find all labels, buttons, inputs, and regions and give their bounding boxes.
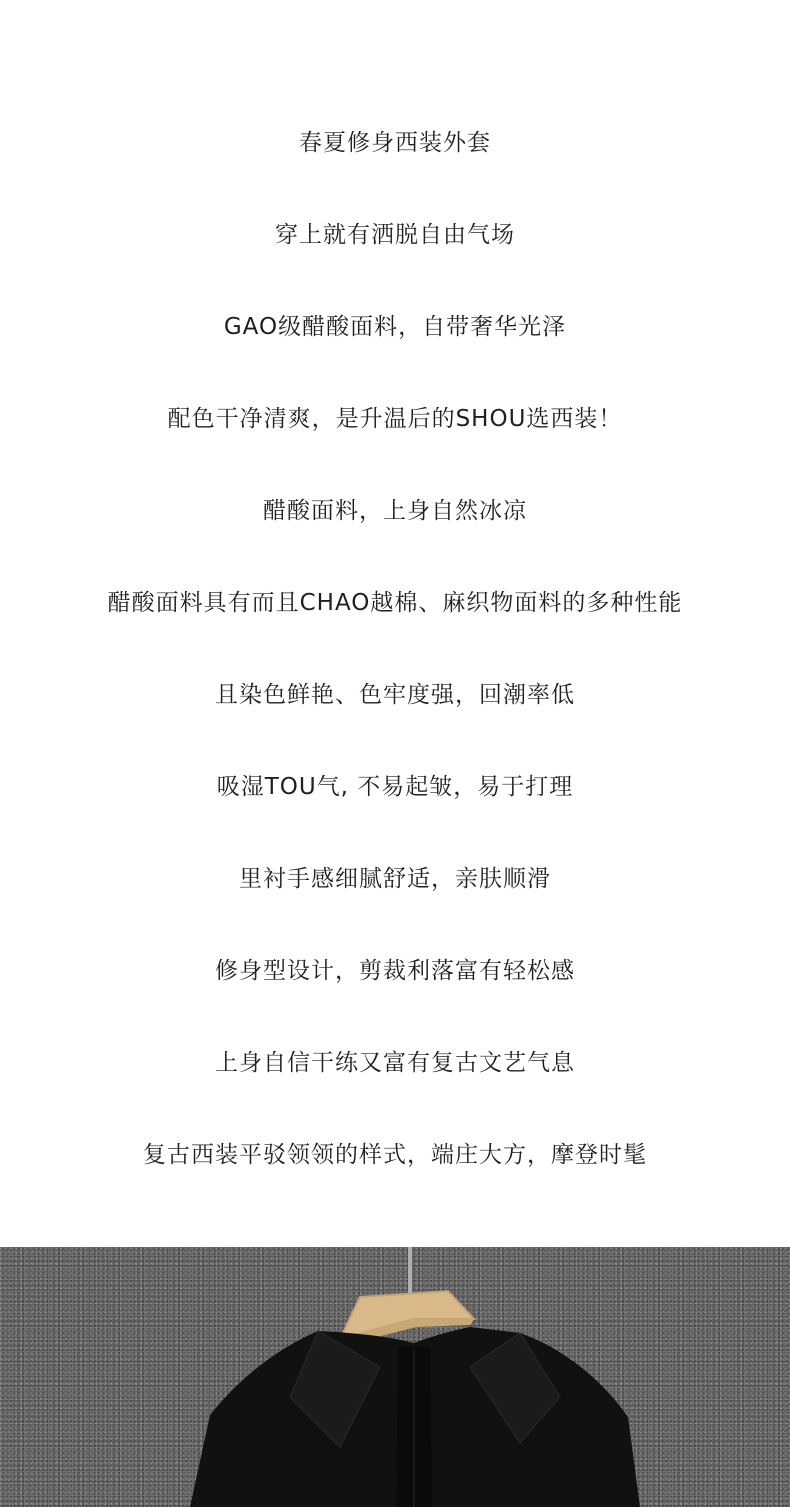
- description-line-12: 复古西装平驳领领的样式，端庄大方，摩登时髦: [143, 1142, 647, 1168]
- description-line-4: 配色干净清爽，是升温后的SHOU选西装！: [167, 406, 623, 432]
- description-line-5: 醋酸面料，上身自然冰凉: [263, 498, 527, 524]
- description-line-11: 上身自信干练又富有复古文艺气息: [215, 1050, 575, 1076]
- jacket-on-hanger-illustration: [0, 1247, 790, 1507]
- product-photo: [0, 1247, 790, 1507]
- hanger-hook: [408, 1247, 412, 1295]
- description-line-7: 且染色鲜艳、色牢度强，回潮率低: [215, 682, 575, 708]
- description-line-1: 春夏修身西装外套: [299, 130, 491, 156]
- description-line-6: 醋酸面料具有而且CHAO越棉、麻织物面料的多种性能: [107, 590, 683, 616]
- description-line-9: 里衬手感细腻舒适，亲肤顺滑: [239, 866, 551, 892]
- description-line-3: GAO级醋酸面料，自带奢华光泽: [223, 314, 567, 340]
- description-line-2: 穿上就有洒脱自由气场: [275, 222, 515, 248]
- description-line-10: 修身型设计，剪裁利落富有轻松感: [215, 958, 575, 984]
- description-line-8: 吸湿TOU气, 不易起皱，易于打理: [216, 774, 574, 800]
